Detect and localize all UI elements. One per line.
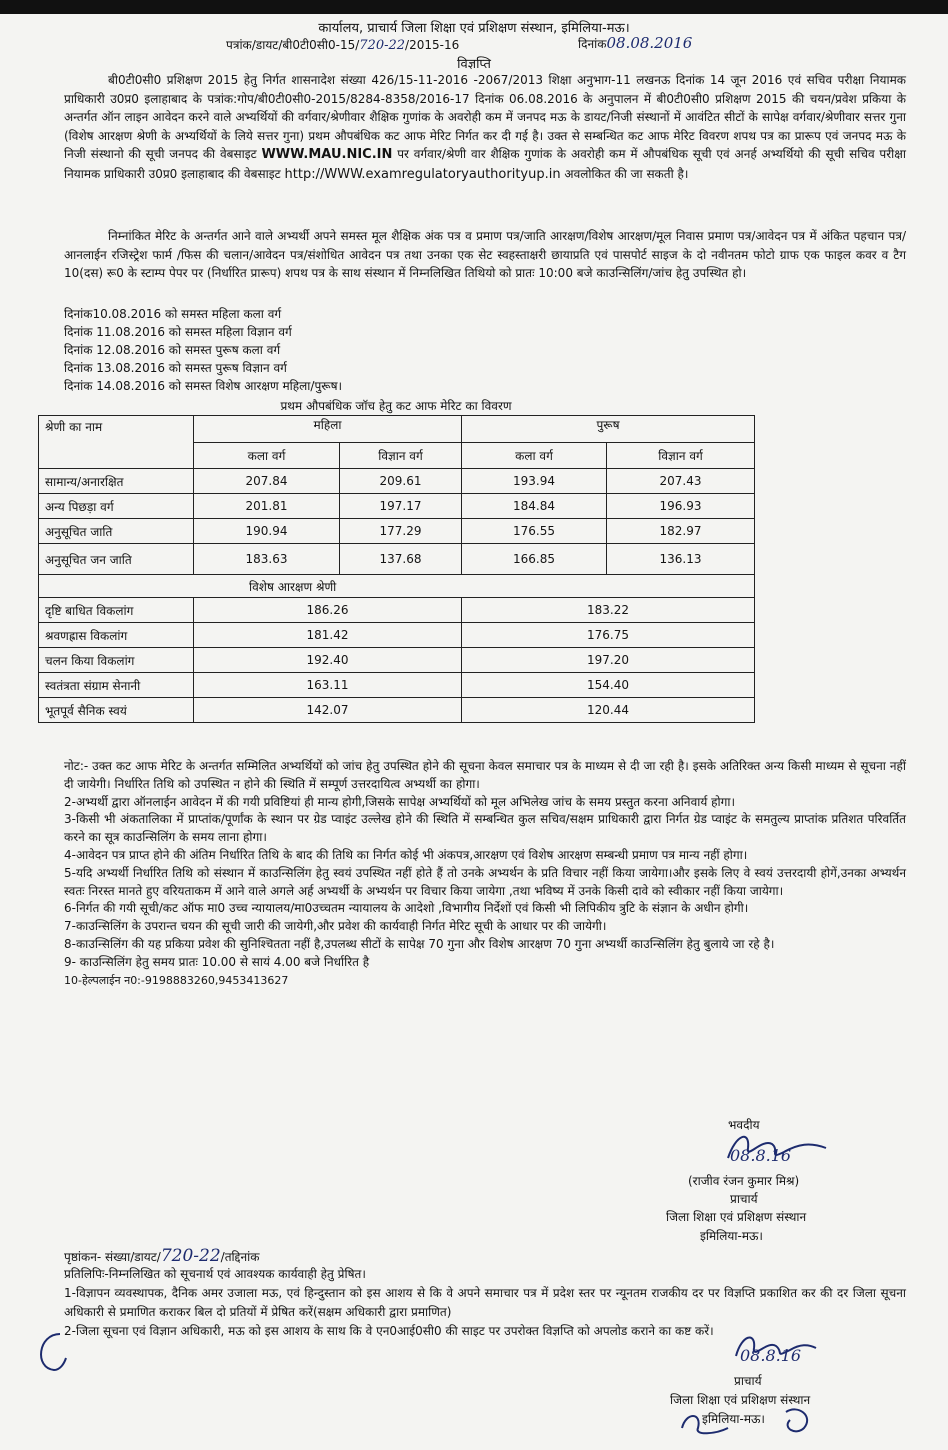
reference-suffix: /2015-16	[405, 38, 460, 52]
top-dark-strip	[0, 0, 948, 14]
table-row	[39, 698, 755, 723]
header-female-science: विज्ञान वर्ग	[340, 442, 462, 469]
row-category-name: अनुसूचित जन जाति	[39, 544, 194, 575]
row-category-name: अनुसूचित जाति	[39, 519, 194, 544]
cell-value: 193.94	[462, 469, 607, 494]
cell-value: 181.42	[194, 623, 462, 648]
cell-value: 201.81	[194, 494, 340, 519]
signatory-place: इमिलिया-मऊ।	[700, 1229, 763, 1243]
paragraph-1-text: बी0टी0सी0 प्रशिक्षण 2015 हेतु निर्गत शासनादेश संख्या 426/15-11-2016 -2067/2013 शिक्षा अनुभाग-11 लखनऊ दिनांक 14 जून 2016 एवं सचिव परीक्षा नियामक प्राधिकारी उ0प्र0 इलाहाबाद के पत्रांक:गोप/बी0टी0सी0-2015/8284-8358/2016-17 दिनांक 06.08.2016 के अनुपालन में बी0टी0सी0 प्रशिक्षण 2015 की चयन/प्रवेश प्रकिया के अन्तर्गत ऑन लाइन आवेदन करने वाले अभ्यर्थियों की वर्गवार/श्रेणीवार शैक्षिक गुणांक के अवरोही कम में जनपद मऊ के डायट/निजी संस्थानों में आवंटित सीटों के सापेक्ष वर्गवार/श्रेणीवार सत्तर गुना (विशेष आरक्षण श्रेणी के अभ्यर्थियों के लिये सत्तर गुना) प्रथम औपबंधिक कट आफ मेरिट निर्गत कर दी गई है। उक्त से सम्बन्धित कट आफ मेरिट विवरण शपथ पत्र का प्रारूप एवं जनपद मऊ के निजी संस्थानो की सूची जनपद की वेबसाइट	[64, 73, 906, 162]
cell-value: 190.94	[194, 519, 340, 544]
exam-authority-website-link[interactable]: http://WWW.examregulatoryauthorityup.in	[284, 166, 561, 182]
cutoff-merit-table	[38, 415, 755, 723]
signatory-name: (राजीव रंजन कुमार मिश्र)	[688, 1174, 800, 1188]
reference-line	[226, 36, 459, 53]
schedule-date-4: दिनांक 13.08.2016 को समस्त पुरूष विज्ञान वर्ग	[64, 361, 287, 375]
paragraph-1-continued: पर वर्गवार/श्रेणी वार शैक्षिक गुणांक के अवरोही कम में औपबंधिक सूची एवं अनर्ह अभ्यर्थियो की सूची सचिव परीक्षा नियामक प्राधिकारी उ0प्र0 इलाहाबाद की वेबसाइट	[64, 147, 906, 181]
schedule-date-3: दिनांक 12.08.2016 को समस्त पुरूष कला वर्ग	[64, 343, 281, 357]
cell-value: 207.84	[194, 469, 340, 494]
copy-item-1: 1-विज्ञापन व्यवस्थापक, दैनिक अमर उजाला मऊ, एवं हिन्दुस्तान को इस आशय से कि वे अपने समाचार पत्र में प्रदेश स्तर पर न्यूनतम राजकीय दर पर विज्ञप्ति प्रकाशित कर की दर जिला सूचना अधिकारी से प्रमाणित कराकर बिल दो प्रतियों में प्रेषित करें(सक्षम अधिकारी द्वारा प्रमाणित)	[64, 1286, 906, 1319]
signatory-2-organisation: जिला शिक्षा एवं प्रशिक्षण संस्थान	[670, 1393, 811, 1407]
cell-value: 142.07	[194, 698, 462, 723]
cell-value: 196.93	[607, 494, 755, 519]
table-row	[39, 673, 755, 698]
note-5: 5-यदि अभ्यर्थी निर्धारित तिथि को संस्थान में काउन्सिलिंग हेतु स्वयं उपस्थित नहीं होते हैं तो उनके अभ्यर्थन के प्रति विचार नहीं किया जायेगा।और इसके लिए वे स्वयं उत्तरदायी होगें,उनका अभ्यर्थन स्वतः निरस्त मानते हुए वरियताकम में आने वाले अगले अर्ह अभ्यर्थी के अभ्यर्थन पर विचार किया जायेगा ,तथा भविष्य में उनके किसी दावे को स्वीकार नहीं किया जायेगा।	[64, 865, 906, 898]
header-female-arts: कला वर्ग	[194, 442, 340, 469]
row-category-name: चलन किया विकलांग	[39, 648, 194, 673]
reference-prefix: पत्रांक/डायट/बी0टी0सी0-15/	[226, 38, 360, 52]
cell-value: 184.84	[462, 494, 607, 519]
table-row	[39, 623, 755, 648]
cell-value: 136.13	[607, 544, 755, 575]
signatory-organisation: जिला शिक्षा एवं प्रशिक्षण संस्थान	[666, 1210, 807, 1224]
cell-value: 192.40	[194, 648, 462, 673]
cell-value: 120.44	[462, 698, 755, 723]
table-caption: प्रथम औपबंधिक जॉच हेतु कट आफ मेरिट का विवरण	[280, 399, 512, 413]
endorsement-suffix: /तद्दिनांक	[220, 1250, 260, 1264]
date-handwritten: 08.08.2016	[606, 34, 693, 52]
cell-value: 183.22	[462, 598, 755, 623]
table-row	[39, 469, 755, 494]
cell-value: 154.40	[462, 673, 755, 698]
header-male-science: विज्ञान वर्ग	[607, 442, 755, 469]
note-6: 6-निर्गत की गयी सूची/कट ऑफ मा0 उच्च न्यायालय/मा0उच्चतम न्यायालय के आदेशो ,विभागीय निर्देशों एवं किसी भी लिपिकीय त्रुटि के संज्ञान के अधीन होगी।	[64, 901, 749, 916]
note-10-helpline: 10-हेल्पलाईन न0:-9198883260,9453413627	[64, 973, 289, 987]
note-7: 7-काउन्सिलिंग के उपरान्त चयन की सूची जारी की जायेगी,और प्रवेश की कार्यवाही निर्गत मेरिट सूची के आधार पर की जायेगी।	[64, 919, 607, 934]
note-4: 4-आवेदन पत्र प्राप्त होने की अंतिम निर्धारित तिथि के बाद की तिथि का निर्गत कोई भी अंकपत्र,आरक्षण एवं विशेष आरक्षण सम्बन्धी प्रमाण पत्र मान्य नहीं होगा।	[64, 847, 748, 862]
notes-section	[64, 758, 906, 989]
cell-value: 163.11	[194, 673, 462, 698]
header-male-arts: कला वर्ग	[462, 442, 607, 469]
note-9: 9- काउन्सिलिंग हेतु समय प्रातः 10.00 से सायं 4.00 बजे निर्धारित है	[64, 954, 370, 969]
paragraph-2: निम्नांकित मेरिट के अन्तर्गत आने वाले अभ्यर्थी अपने समस्त मूल शैक्षिक अंक पत्र व प्रमाण पत्र/जाति आरक्षण/विशेष आरक्षण/मूल निवास प्रमाण पत्र/आवेदन पत्र में अंकित पहचान पत्र/आनलाईन रजिस्ट्रेश फार्म /फिस की चलान/आवेदन पत्र/संशोधित आवेदन पत्र तथा उनका एक सेट स्वहस्ताक्षरी छायाप्रति एवं पासपोर्ट साइज के दो नवीनतम फोटो ग्राफ एक फाइल कवर व टैग 10(दस) रू0 के स्टाम्प पेपर पर (निर्धारित प्रारूप) शपथ पत्र के साथ संस्थान में निम्नलिखित तिथियो को प्रातः 10:00 बजे काउन्सिलिंग/जांच हेतु उपस्थित हो।	[64, 229, 906, 281]
yours-faithfully: भवदीय	[728, 1118, 760, 1132]
note-2: 2-अभ्यर्थी द्वारा ऑनलाईन आवेदन में की गयी प्रविष्टियां ही मान्य होगी,जिसके सापेक्ष अभ्यर्थियों को मूल अभिलेख जांच के समय प्रस्तुत करना अनिवार्य होगा।	[64, 794, 736, 809]
copy-to-line: प्रतिलिपिः-निम्नलिखित को सूचनार्थ एवं आवश्यक कार्यवाही हेतु प्रेषित।	[64, 1267, 366, 1281]
endorsement-handwritten-number: 720-22	[160, 1246, 221, 1266]
cell-value: 209.61	[340, 469, 462, 494]
signature-2-date: 08.8.16	[740, 1346, 802, 1365]
signature-1-date: 08.8.16	[730, 1146, 792, 1165]
cell-value: 182.97	[607, 519, 755, 544]
endorsement-line	[64, 1246, 259, 1266]
table-row	[39, 648, 755, 673]
row-category-name: दृष्टि बाधित विकलांग	[39, 598, 194, 623]
notice-title: विज्ञप्ति	[457, 57, 491, 72]
table-row	[39, 544, 755, 575]
notice-page	[0, 14, 948, 1450]
row-category-name: स्वतंत्रता संग्राम सेनानी	[39, 673, 194, 698]
signatory-designation: प्राचार्य	[730, 1192, 758, 1206]
cell-value: 137.68	[340, 544, 462, 575]
special-reservation-title-row	[39, 575, 755, 598]
cell-value: 183.63	[194, 544, 340, 575]
cell-value: 176.55	[462, 519, 607, 544]
cell-value: 207.43	[607, 469, 755, 494]
date-line	[578, 34, 692, 52]
table-header-row-1	[39, 416, 755, 443]
handwritten-bracket-mark	[30, 1328, 70, 1376]
cell-value: 176.75	[462, 623, 755, 648]
paragraph-1	[64, 71, 906, 185]
cell-value: 197.20	[462, 648, 755, 673]
row-category-name: अन्य पिछड़ा वर्ग	[39, 494, 194, 519]
copy-item-2: 2-जिला सूचना एवं विज्ञान अधिकारी, मऊ को इस आशय के साथ कि वे एन0आई0सी0 की साइट पर उपरोक्त विज्ञप्ति को अपलोड कराने का कष्ट करें।	[64, 1324, 714, 1338]
district-website-link[interactable]: WWW.MAU.NIC.IN	[261, 147, 393, 163]
special-reservation-title: विशेष आरक्षण श्रेणी	[39, 575, 755, 598]
schedule-date-2: दिनांक 11.08.2016 को समस्त महिला विज्ञान वर्ग	[64, 325, 292, 339]
cell-value: 197.17	[340, 494, 462, 519]
note-3: 3-किसी भी अंकतालिका में प्राप्तांक/पूर्णांक के स्थान पर ग्रेड प्वाइंट उल्लेख होने की स्थिति में सम्बन्धित कुल सचिव/सक्षम प्राधिकारी द्वारा निर्गत ग्रेड प्वाइंट के समतुल्य प्राप्तांक प्रतिशत परिवर्तित करने का सूत्र काउन्सिलिंग के समय लाना होगा।	[64, 812, 906, 845]
header-female: महिला	[194, 416, 462, 443]
signatory-2-place: इमिलिया-मऊ।	[702, 1412, 765, 1426]
signatory-2-designation: प्राचार्य	[734, 1374, 762, 1388]
table-row	[39, 519, 755, 544]
row-category-name: भूतपूर्व सैनिक स्वयं	[39, 698, 194, 723]
cell-value: 186.26	[194, 598, 462, 623]
note-8: 8-काउन्सिलिंग की यह प्रकिया प्रवेश की सुनिश्चितता नहीं है,उपलब्ध सीटों के सापेक्ष 70 गुना और विशेष आरक्षण 70 गुना अभ्यर्थी काउन्सिलिंग हेतु बुलाये जा रहे है।	[64, 936, 775, 951]
reference-handwritten-number: 720-22	[359, 38, 406, 53]
date-label: दिनांक	[578, 37, 607, 51]
row-category-name: श्रवणह्रास विकलांग	[39, 623, 194, 648]
schedule-date-5: दिनांक 14.08.2016 को समस्त विशेष आरक्षण महिला/पुरूष।	[64, 379, 343, 393]
office-heading: कार्यालय, प्राचार्य जिला शिक्षा एवं प्रशिक्षण संस्थान, इमिलिया-मऊ।	[318, 21, 630, 36]
table-row	[39, 494, 755, 519]
header-category: श्रेणी का नाम	[39, 416, 194, 469]
paragraph-1-end: अवलोकित की जा सकती है।	[564, 166, 689, 181]
handwritten-flourish	[676, 1398, 826, 1438]
schedule-date-1: दिनांक10.08.2016 को समस्त महिला कला वर्ग	[64, 307, 282, 321]
endorsement-prefix: पृष्ठांकन- संख्या/डायट/	[64, 1250, 161, 1264]
row-category-name: सामान्य/अनारक्षित	[39, 469, 194, 494]
header-male: पुरूष	[462, 416, 755, 443]
table-row	[39, 598, 755, 623]
cell-value: 177.29	[340, 519, 462, 544]
cell-value: 166.85	[462, 544, 607, 575]
note-1: नोट:- उक्त कट आफ मेरिट के अन्तर्गत सम्मिलित अभ्यर्थियों को जांच हेतु उपस्थित होने की सूचना केवल समाचार पत्र के माध्यम से दी जा रही है। इसके अतिरिक्त अन्य किसी माध्यम से सूचना नहीं दी जायेगी। निर्धारित तिथि को उपस्थित न होने की स्थिति में सम्पूर्ण उत्तरदायित्व अभ्यर्थी का होगा।	[64, 759, 906, 791]
